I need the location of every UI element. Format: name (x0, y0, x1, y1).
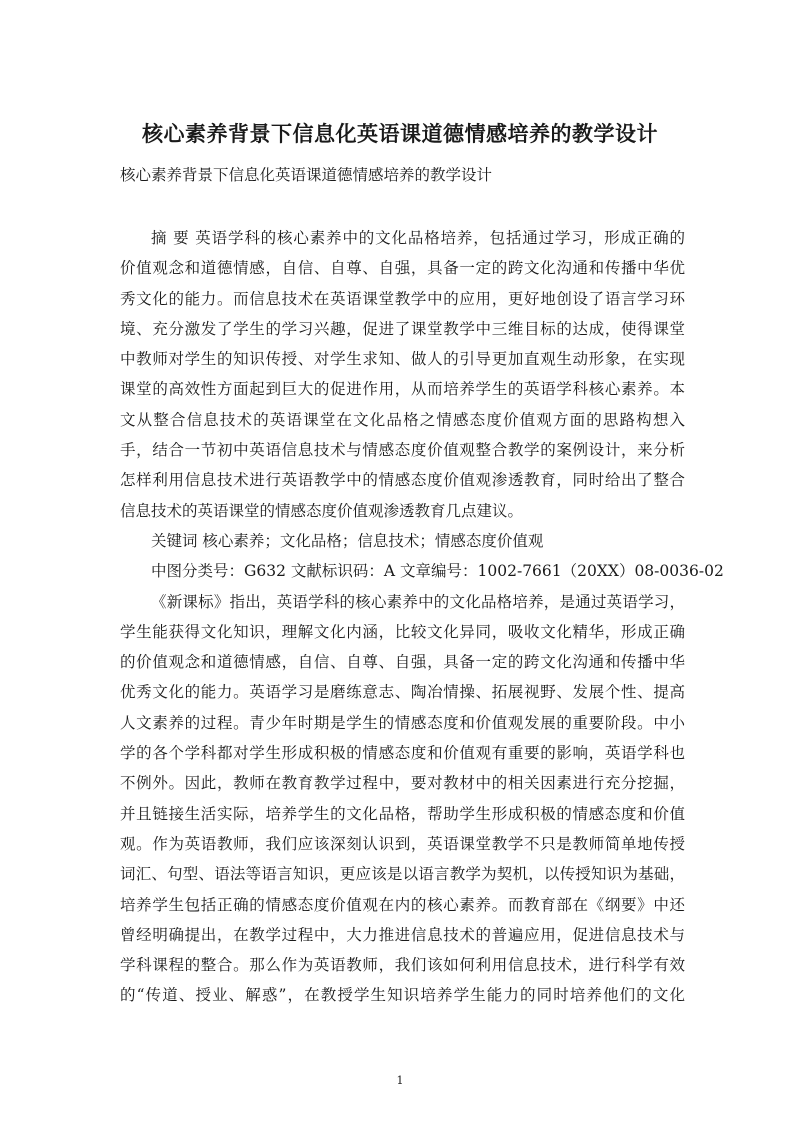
abstract-line: 境、充分激发了学生的学习兴趣，促进了课堂教学中三维目标的达成，使得课堂 (120, 319, 685, 338)
abstract-line: 信息技术的英语课堂的情感态度价值观渗透教育几点建议。 (120, 501, 524, 520)
body-line: 学生能获得文化知识，理解文化内涵，比较文化异同，吸收文化精华，形成正确 (120, 622, 685, 641)
abstract-line: 怎样利用信息技术进行英语教学中的情感态度价值观渗透教育，同时给出了整合 (120, 471, 685, 490)
abstract-line: 价值观念和道德情感，自信、自尊、自强，具备一定的跨文化沟通和传播中华优 (120, 259, 685, 278)
body-line: 学科课程的整合。那么作为英语教师，我们该如何利用信息技术，进行科学有效 (120, 956, 685, 975)
body-line: 曾经明确提出，在教学过程中，大力推进信息技术的普遍应用，促进信息技术与 (120, 925, 685, 944)
body-line: 不例外。因此，教师在教育教学过程中，要对教材中的相关因素进行充分挖掘， (120, 774, 685, 793)
abstract-line: 摘 要 英语学科的核心素养中的文化品格培养，包括通过学习，形成正确的 (151, 229, 685, 247)
body-line: 培养学生包括正确的情感态度价值观在内的核心素养。而教育部在《纲要》中还 (120, 895, 685, 914)
body-line: 人文素养的过程。青少年时期是学生的情感态度和价值观发展的重要阶段。中小 (120, 713, 685, 732)
page-number: 1 (396, 1074, 404, 1087)
body-line: 优秀文化的能力。英语学习是磨练意志、陶冶情操、拓展视野、发展个性、提高 (120, 683, 685, 702)
document-title: 核心素养背景下信息化英语课道德情感培养的教学设计 (142, 121, 658, 146)
body-line: 并且链接生活实际，培养学生的文化品格，帮助学生形成积极的情感态度和价值 (120, 804, 685, 823)
classification-line: 中图分类号：G632 文献标识码：A 文章编号：1002-7661（20XX）08-0036-02 (151, 562, 724, 581)
abstract-line: 文从整合信息技术的英语课堂在文化品格之情感态度价值观方面的思路构想入 (120, 410, 685, 429)
body-line: 学的各个学科都对学生形成积极的情感态度和价值观有重要的影响，英语学科也 (120, 744, 685, 763)
abstract-section (120, 223, 724, 1011)
document-subtitle: 核心素养背景下信息化英语课道德情感培养的教学设计 (120, 166, 493, 184)
abstract-line: 中教师对学生的知识传授、对学生求知、做人的引导更加直观生动形象，在实现 (120, 350, 685, 369)
body-line: 词汇、句型、语法等语言知识，更应该是以语言教学为契机，以传授知识为基础， (120, 865, 685, 884)
abstract-line: 手，结合一节初中英语信息技术与情感态度价值观整合教学的案例设计，来分析 (120, 441, 685, 460)
body-line: 的价值观念和道德情感，自信、自尊、自强，具备一定的跨文化沟通和传播中华 (120, 653, 685, 672)
keywords-line: 关键词 核心素养；文化品格；信息技术；情感态度价值观 (151, 531, 544, 550)
body-line: 的“传道、授业、解惑”，在教授学生知识培养学生能力的同时培养他们的文化 (120, 986, 685, 1005)
body-line: 《新课标》指出，英语学科的核心素养中的文化品格培养，是通过英语学习， (151, 592, 685, 611)
abstract-line: 课堂的高效性方面起到巨大的促进作用，从而培养学生的英语学科核心素养。本 (120, 380, 685, 399)
body-line: 观。作为英语教师，我们应该深刻认识到，英语课堂教学不只是教师简单地传授 (120, 834, 685, 853)
abstract-line: 秀文化的能力。而信息技术在英语课堂教学中的应用，更好地创设了语言学习环 (120, 289, 685, 308)
